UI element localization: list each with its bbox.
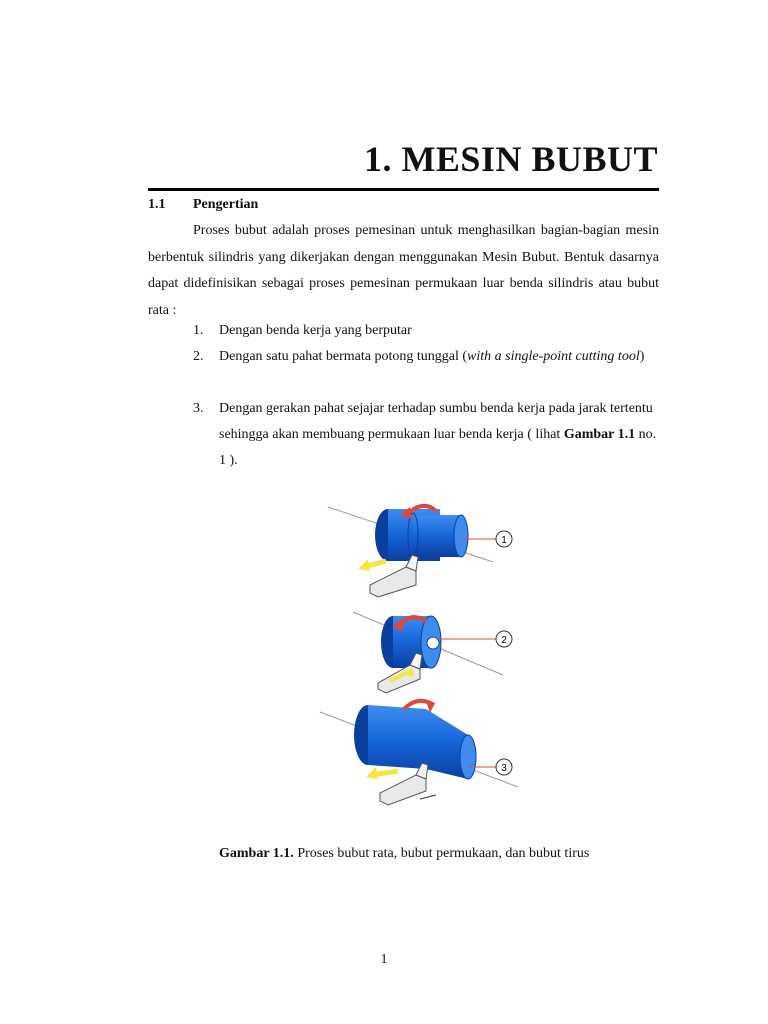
chapter-title: 1. MESIN BUBUT [363, 139, 658, 179]
list-item-text-end: ) [639, 349, 645, 364]
list-item-text: Dengan gerakan pahat sejajar terhadap sumbu benda kerja pada jarak tertentu sehingga akan membuang permukaan luar benda kerja ( lihat [219, 401, 653, 442]
list-item-number: 1. [193, 323, 204, 338]
list-item [148, 396, 659, 474]
list-item-text: Dengan satu pahat bermata potong tunggal ( [219, 349, 468, 364]
page-number: 1 [380, 952, 388, 967]
list-item-number: 3. [193, 401, 204, 416]
facing-illustration [353, 612, 512, 693]
figure-reference: Gambar 1.1 [563, 427, 636, 442]
turning-process-figure [318, 497, 536, 820]
chapter-rule [148, 188, 659, 191]
list-item [148, 318, 659, 344]
callout-3: 3 [501, 763, 507, 774]
list-item-text-end: no. 1 ). [219, 427, 657, 468]
section-title: Pengertian [193, 197, 259, 212]
taper-turning-illustration [320, 701, 518, 805]
list-item-number: 2. [193, 349, 204, 364]
section-number: 1.1 [148, 197, 166, 212]
figure-caption [219, 846, 589, 862]
intro-paragraph: Proses bubut adalah proses pemesinan untuk menghasilkan bagian-bagian mesin berbentuk silindris yang dikerjakan dengan menggunakan Mesin Bubut. Bentuk dasarnya dapat didefinisikan sebagai proses pemesinan permukaan luar benda silindris atau bubut rata : [148, 223, 659, 318]
caption-text: Proses bubut rata, bubut permukaan, dan bubut tirus [293, 846, 590, 861]
list-item-italic-text: with a single-point cutting tool [467, 349, 640, 364]
list-item [148, 344, 659, 370]
list-item-text: Dengan benda kerja yang berputar [219, 323, 412, 338]
straight-turning-illustration [328, 506, 512, 597]
callout-1: 1 [501, 535, 507, 546]
caption-label: Gambar 1.1. [219, 846, 294, 861]
callout-2: 2 [501, 635, 507, 646]
